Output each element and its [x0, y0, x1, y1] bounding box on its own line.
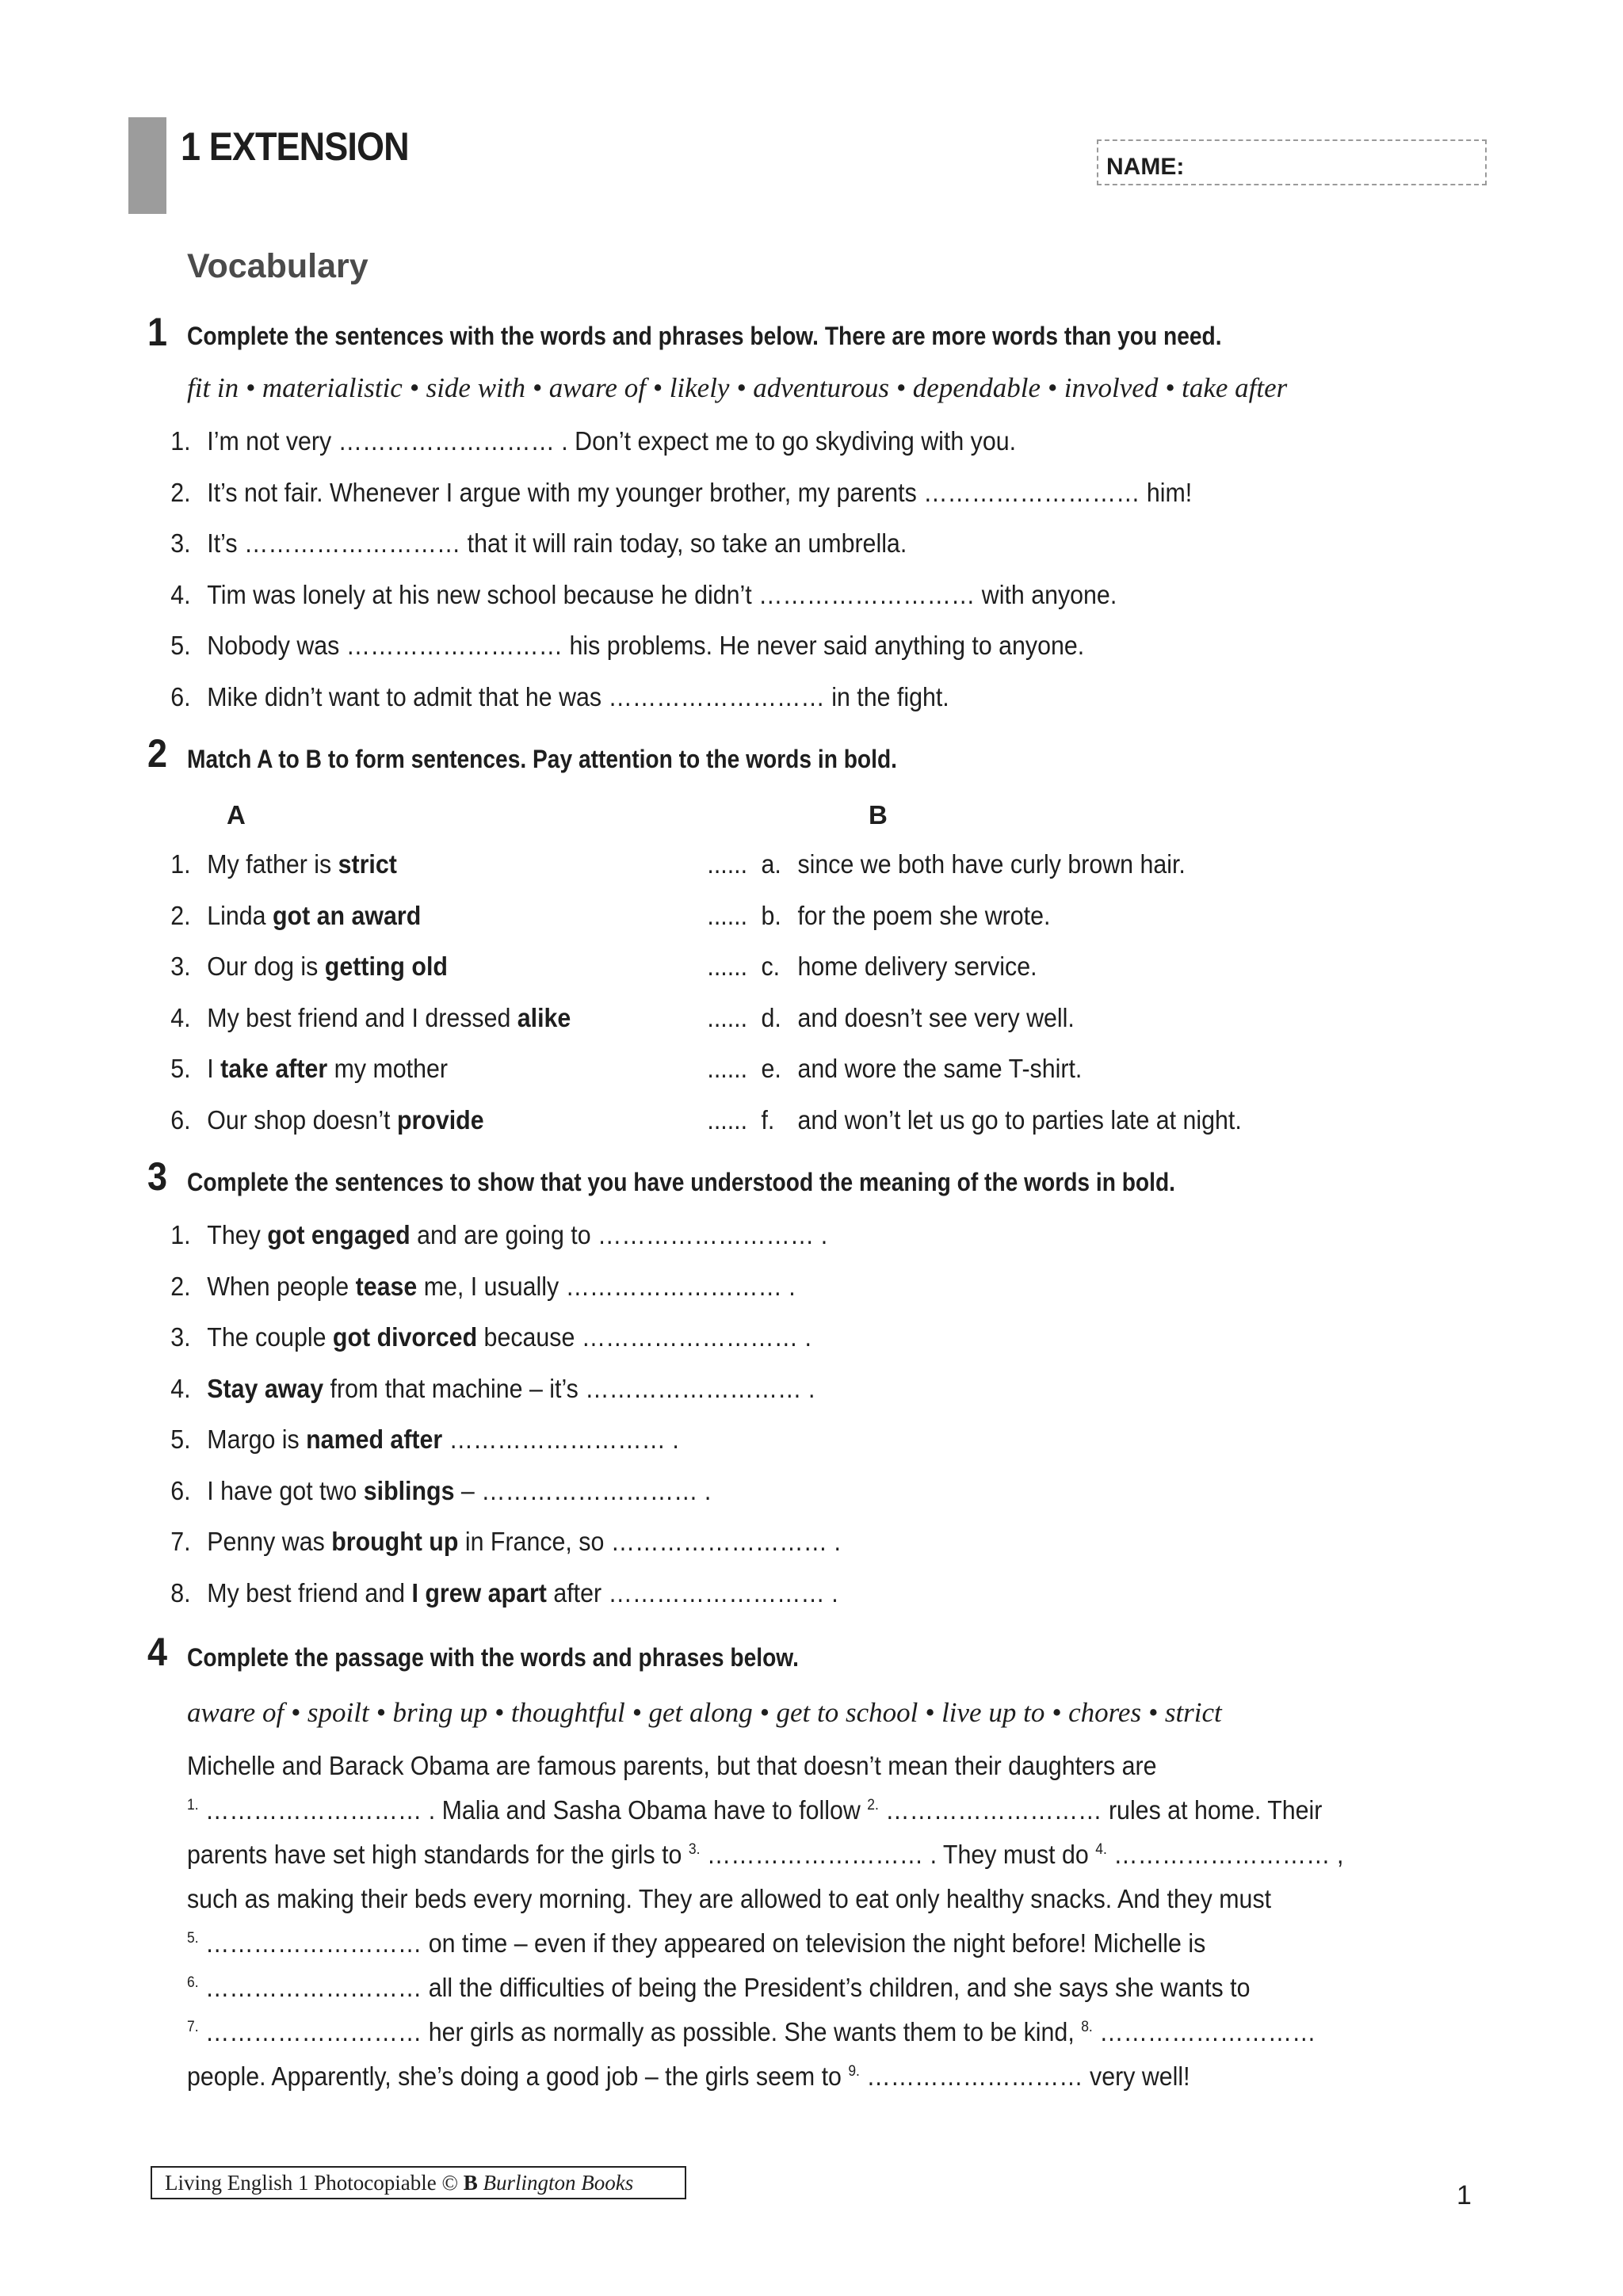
item-sentence	[207, 1425, 679, 1455]
column-b-text: for the poem she wrote.	[797, 900, 1051, 930]
bold-phrase: brought up	[331, 1527, 459, 1556]
gap-number: 6.	[187, 1974, 199, 1991]
sentence-start: Our dog is	[207, 952, 325, 981]
item-number: 6.	[170, 681, 191, 711]
item-number: 2.	[170, 900, 191, 930]
item-number: 2.	[170, 477, 191, 507]
answer-blank: ......	[707, 849, 748, 879]
passage-line	[187, 2061, 1190, 2092]
item-number: 6.	[170, 1104, 191, 1135]
item-number: 1.	[170, 1220, 191, 1249]
exercise-1-instruction: Complete the sentences with the words and phrases below. There are more words than you need.	[187, 322, 1222, 350]
item-number: 1.	[170, 849, 191, 879]
bold-phrase: alike	[517, 1002, 571, 1032]
item-sentence: Tim was lonely at his new school because he didn’t ……………………… with anyone.	[207, 579, 1117, 609]
option-letter: b.	[761, 900, 781, 930]
gap-number: 2.	[867, 1797, 879, 1814]
item-number: 5.	[170, 1054, 191, 1083]
passage-text: ……………………… all the difficulties of being the President’s children, and she says she wants to	[198, 1973, 1251, 2002]
passage-text: Michelle and Barack Obama are famous parents, but that doesn’t mean their daughters are	[187, 1751, 1157, 1780]
passage-text: parents have set high standards for the girls to	[187, 1840, 689, 1869]
page-number: 1	[1457, 2180, 1472, 2210]
publisher-logo-icon: B	[463, 2171, 478, 2195]
item-number: 4.	[170, 579, 191, 609]
sentence-end: my mother	[327, 1054, 449, 1083]
sentence-end: after ……………………… .	[546, 1577, 838, 1608]
page-title: 1 EXTENSION	[181, 124, 409, 169]
column-a-header: A	[227, 800, 246, 830]
item-sentence	[207, 1527, 841, 1557]
exercise-4-instruction: Complete the passage with the words and phrases below.	[187, 1643, 799, 1672]
name-field[interactable]	[1097, 139, 1487, 185]
item-sentence	[207, 1476, 711, 1506]
sentence-end: from that machine – it’s ……………………… .	[323, 1373, 815, 1403]
column-b-text: since we both have curly brown hair.	[797, 849, 1186, 879]
column-a-text	[207, 1003, 571, 1033]
sentence-start: I have got two	[207, 1475, 364, 1505]
bold-phrase: I grew apart	[411, 1577, 547, 1608]
copyright-footer	[151, 2166, 686, 2199]
gap-number: 1.	[187, 1797, 199, 1814]
passage-text: ……………………… rules at home. Their	[878, 1795, 1323, 1825]
item-sentence: I’m not very ……………………… . Don’t expect me to go skydiving with you.	[207, 426, 1017, 456]
item-number: 3.	[170, 1322, 191, 1352]
column-a-text	[207, 952, 448, 982]
sentence-end: in France, so ……………………… .	[458, 1527, 841, 1556]
header-tab-bar	[128, 117, 166, 214]
publisher-name: Burlington Books	[483, 2171, 634, 2195]
sentence-end: – ……………………… .	[454, 1475, 712, 1505]
passage-line	[187, 1973, 1251, 2003]
exercise-2-instruction: Match A to B to form sentences. Pay attention to the words in bold.	[187, 745, 897, 773]
option-letter: f.	[761, 1104, 775, 1135]
column-b-text: home delivery service.	[797, 952, 1037, 981]
passage-text: ………………………	[1092, 2017, 1316, 2046]
gap-number: 9.	[848, 2063, 860, 2080]
sentence-start: My best friend and I dressed	[207, 1002, 517, 1032]
sentence-start: Penny was	[207, 1527, 332, 1556]
sentence-start: The couple	[207, 1322, 333, 1352]
column-a-text	[207, 901, 421, 931]
sentence-end: because ……………………… .	[477, 1322, 812, 1352]
gap-number: 5.	[187, 1930, 199, 1947]
gap-number: 4.	[1095, 1841, 1107, 1858]
sentence-end: me, I usually ……………………… .	[417, 1271, 796, 1301]
footer-text: Living English 1 Photocopiable ©	[165, 2171, 464, 2195]
column-a-text	[207, 1054, 448, 1084]
item-sentence	[207, 1322, 812, 1352]
bold-phrase: tease	[355, 1271, 418, 1301]
item-number: 2.	[170, 1271, 191, 1301]
option-letter: e.	[761, 1054, 781, 1083]
bold-phrase: got divorced	[332, 1322, 478, 1352]
bold-phrase: got engaged	[267, 1220, 411, 1249]
answer-blank: ......	[707, 1054, 748, 1083]
item-number: 7.	[170, 1527, 191, 1556]
item-number: 3.	[170, 952, 191, 981]
sentence-start: They	[207, 1220, 268, 1249]
column-b-text: and won’t let us go to parties late at night.	[797, 1104, 1242, 1135]
bold-phrase: strict	[338, 849, 397, 879]
passage-text: ……………………… ,	[1106, 1840, 1344, 1869]
sentence-start: I	[207, 1054, 221, 1083]
bold-phrase: got an award	[273, 900, 422, 930]
sentence-start: When people	[207, 1271, 356, 1301]
passage-line	[187, 1795, 1322, 1825]
exercise-1-word-bank: fit in • materialistic • side with • aware of • likely • adventurous • dependable • involved • take after	[187, 372, 1288, 403]
gap-number: 3.	[688, 1841, 701, 1858]
passage-line	[187, 2017, 1316, 2047]
column-b-text: and wore the same T-shirt.	[797, 1054, 1083, 1083]
passage-line	[187, 1928, 1205, 1958]
answer-blank: ......	[707, 1002, 748, 1032]
bold-phrase: take after	[220, 1054, 328, 1083]
bold-phrase: Stay away	[207, 1373, 324, 1403]
passage-text: ……………………… her girls as normally as possible. She wants them to be kind,	[198, 2017, 1082, 2046]
item-number: 3.	[170, 528, 191, 558]
exercise-3-instruction: Complete the sentences to show that you have understood the meaning of the words in bold.	[187, 1168, 1175, 1196]
section-title: Vocabulary	[187, 247, 369, 285]
passage-text: ……………………… on time – even if they appeared on television the night before! Michelle is	[198, 1928, 1206, 1958]
item-sentence	[207, 1272, 795, 1302]
sentence-end: ……………………… .	[442, 1425, 679, 1454]
bold-phrase: getting old	[324, 952, 448, 981]
passage-text: people. Apparently, she’s doing a good job – the girls seem to	[187, 2061, 849, 2091]
bold-phrase: siblings	[363, 1475, 455, 1505]
item-number: 5.	[170, 1425, 191, 1454]
exercise-3-number: 3	[147, 1154, 168, 1199]
gap-number: 8.	[1081, 2019, 1093, 2035]
bold-phrase: named after	[306, 1425, 443, 1454]
item-sentence: Nobody was ……………………… his problems. He never said anything to anyone.	[207, 631, 1085, 660]
name-label: NAME:	[1106, 154, 1185, 180]
column-a-text	[207, 849, 397, 879]
column-b-header: B	[869, 800, 888, 830]
passage-text: ……………………… very well!	[859, 2061, 1190, 2091]
passage-text: such as making their beds every morning. They are allowed to eat only healthy snacks. And they must	[187, 1884, 1272, 1913]
sentence-start: My best friend and	[207, 1577, 412, 1608]
item-sentence	[207, 1374, 815, 1404]
item-number: 4.	[170, 1373, 191, 1403]
item-number: 5.	[170, 631, 191, 660]
item-number: 1.	[170, 426, 191, 456]
passage-line	[187, 1840, 1343, 1870]
exercise-4-number: 4	[147, 1630, 168, 1674]
sentence-start: Linda	[207, 900, 273, 930]
column-b-text: and doesn’t see very well.	[797, 1002, 1075, 1032]
option-letter: c.	[761, 952, 781, 981]
item-number: 4.	[170, 1002, 191, 1032]
gap-number: 7.	[187, 2019, 199, 2035]
answer-blank: ......	[707, 1104, 748, 1135]
passage-text: ……………………… . Malia and Sasha Obama have to follow	[198, 1795, 868, 1825]
sentence-start: Our shop doesn’t	[207, 1104, 397, 1135]
bold-phrase: provide	[396, 1104, 484, 1135]
option-letter: d.	[761, 1002, 781, 1032]
exercise-2-number: 2	[147, 731, 168, 776]
item-sentence	[207, 1220, 827, 1250]
item-sentence: It’s ……………………… that it will rain today, so take an umbrella.	[207, 528, 907, 558]
sentence-start: Margo is	[207, 1425, 307, 1454]
column-a-text	[207, 1105, 483, 1135]
exercise-4-word-bank: aware of • spoilt • bring up • thoughtful • get along • get to school • live up to • chores • strict	[187, 1697, 1222, 1728]
answer-blank: ......	[707, 900, 748, 930]
exercise-1-number: 1	[147, 310, 168, 354]
item-number: 8.	[170, 1577, 191, 1608]
item-number: 6.	[170, 1475, 191, 1505]
item-sentence: It’s not fair. Whenever I argue with my younger brother, my parents ……………………… him!	[207, 477, 1193, 507]
passage-text: ……………………… . They must do	[700, 1840, 1096, 1869]
item-sentence	[207, 1578, 838, 1608]
answer-blank: ......	[707, 952, 748, 981]
option-letter: a.	[761, 849, 781, 879]
passage-line	[187, 1751, 1157, 1781]
item-sentence: Mike didn’t want to admit that he was ……………………… in the fight.	[207, 681, 949, 711]
passage-line	[187, 1884, 1271, 1914]
sentence-end: and are going to ……………………… .	[410, 1220, 828, 1249]
sentence-start: My father is	[207, 849, 338, 879]
